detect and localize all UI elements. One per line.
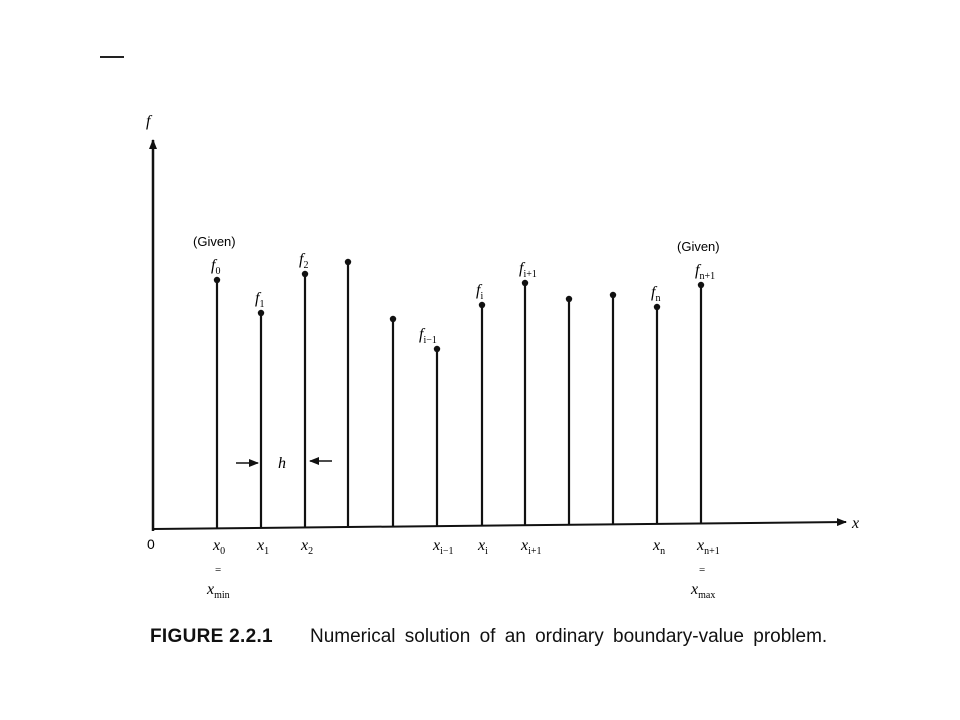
x-axis [153,522,846,529]
f-value-label: $f_{i+1}$ [519,260,537,280]
ordinate-lines [193,234,720,601]
f-value-label: $f_{i-1}$ [419,326,437,346]
ordinate-point [258,310,264,316]
y-axis-label: f [146,113,151,130]
x-bound-label: $x_{max}$ [691,581,716,601]
x-node-label: $x_2$ [301,537,314,557]
ordinate-point [610,292,616,298]
x-node-label: $x_{i+1}$ [521,537,542,557]
f-value-label: $f_i$ [476,282,484,302]
x-node-label: $x_0$ [213,537,226,557]
caption-number: FIGURE 2.2.1 [150,626,273,647]
spacing-indicator [236,455,332,472]
ordinate-point [698,282,704,288]
f-value-label: $f_n$ [651,284,661,304]
ordinate-point [522,280,528,286]
origin-label: 0 [147,536,155,552]
x-node-label: $x_i$ [478,537,488,557]
x-node-label: $x_{i-1}$ [433,537,454,557]
given-label: (Given) [193,234,236,249]
ordinate-point [390,316,396,322]
f-value-label: $f_1$ [255,290,265,310]
given-label: (Given) [677,239,720,254]
x-node-label: $x_n$ [653,537,666,557]
caption-text: Numerical solution of an ordinary boundary-value problem. [310,626,828,647]
f-value-label: $f_0$ [211,257,221,277]
f-value-label: $f_2$ [299,251,309,271]
ordinate-point [302,271,308,277]
ordinate-point [654,304,660,310]
x-node-label: $x_{n+1}$ [697,537,720,557]
ordinate-point [566,296,572,302]
spacing-label: h [278,455,286,472]
equals-mark: = [699,564,706,576]
ordinate-point [214,277,220,283]
equals-mark: = [215,564,222,576]
x-bound-label: $x_{min}$ [207,581,230,601]
ordinate-point [345,259,351,265]
ordinate-point [434,346,440,352]
x-axis-label: x [852,515,860,532]
x-node-label: $x_1$ [257,537,270,557]
f-value-label: $f_{n+1}$ [695,262,716,282]
ordinate-point [479,302,485,308]
